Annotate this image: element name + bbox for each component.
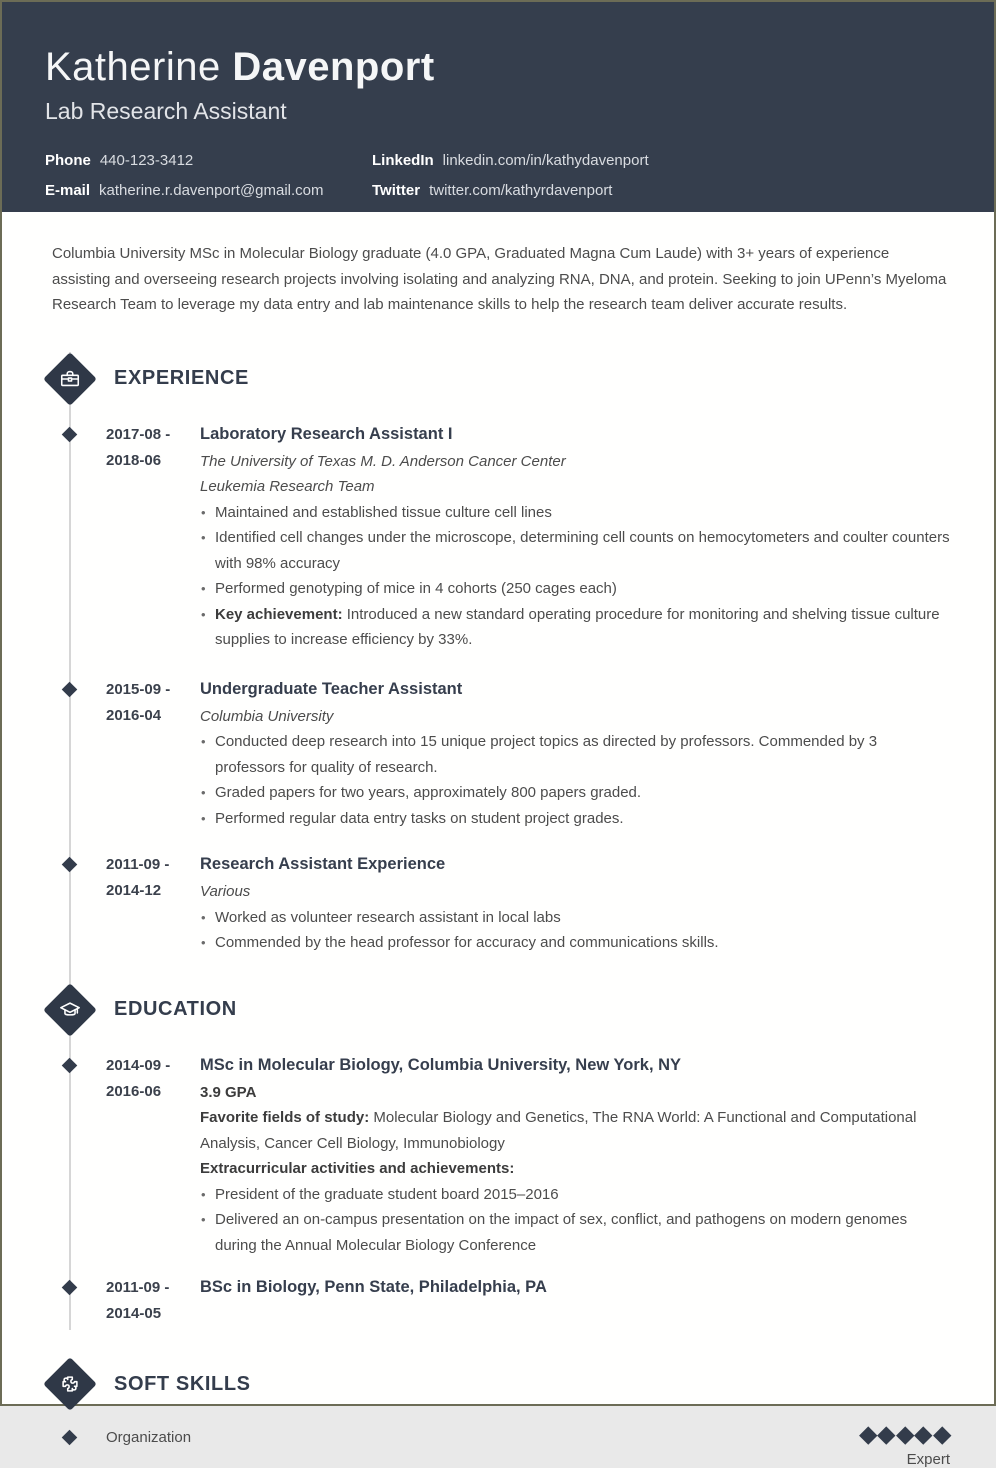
resume-header bbox=[2, 2, 994, 212]
job-position-title: Undergraduate Teacher Assistant bbox=[200, 679, 463, 698]
experience-section bbox=[2, 352, 994, 956]
experience-entry bbox=[106, 677, 950, 832]
job-position-title: Laboratory Research Assistant I bbox=[200, 424, 453, 443]
contact-email bbox=[45, 182, 372, 199]
date-end: 2014-12 bbox=[106, 882, 162, 899]
skill-name: Organization bbox=[106, 1429, 192, 1446]
experience-heading: EXPERIENCE bbox=[114, 367, 249, 389]
candidate-name bbox=[45, 45, 948, 89]
summary-text: Columbia University MSc in Molecular Biology graduate (4.0 GPA, Graduated Magna Cum Laude) with 3+ years of experience assisting and overseeing research projects involving isolating and analyzing RNA, DNA, and protein. Seeking to join UPenn’s Myeloma Research Team to leverage my data entry and lab maintenance skills to help the research team deliver accurate results. bbox=[52, 245, 947, 313]
timeline-diamond-marker bbox=[62, 1057, 78, 1073]
entry-content bbox=[200, 852, 950, 956]
job-bullet: • Maintained and established tissue culture cell lines bbox=[200, 500, 950, 526]
contact-email-value: katherine.r.davenport@gmail.com bbox=[99, 182, 324, 199]
soft-skills-section-header bbox=[47, 1357, 994, 1411]
date-end: 2014-05 bbox=[106, 1305, 162, 1322]
entry-dates bbox=[106, 1053, 200, 1259]
soft-skills-section bbox=[2, 1357, 994, 1468]
timeline-line bbox=[69, 352, 71, 1330]
job-bullet: • Graded papers for two years, approximately 800 papers graded. bbox=[200, 780, 950, 806]
entry-content bbox=[200, 422, 950, 653]
graduation-cap-icon bbox=[43, 983, 97, 1037]
experience-section-header bbox=[47, 352, 994, 406]
education-section-header bbox=[47, 983, 994, 1037]
job-bullet: • Performed regular data entry tasks on student project grades. bbox=[200, 806, 950, 832]
puzzle-piece-icon bbox=[43, 1357, 97, 1411]
rating-diamond bbox=[877, 1426, 895, 1444]
job-bullet-list bbox=[200, 905, 950, 956]
experience-entry bbox=[106, 422, 950, 653]
rating-diamond bbox=[896, 1426, 914, 1444]
contact-twitter bbox=[372, 182, 948, 199]
briefcase-icon bbox=[43, 352, 97, 406]
timeline-diamond-marker bbox=[62, 857, 78, 873]
timeline-diamond-marker bbox=[62, 681, 78, 697]
date-start: 2014-09 - bbox=[106, 1056, 171, 1074]
job-bullet: • Performed genotyping of mice in 4 cohorts (250 cages each) bbox=[200, 576, 950, 602]
date-end: 2016-04 bbox=[106, 706, 162, 724]
contact-linkedin-value: linkedin.com/in/kathydavenport bbox=[442, 152, 649, 169]
job-bullet: • Commended by the head professor for accuracy and communications skills. bbox=[200, 930, 950, 956]
soft-skills-heading: SOFT SKILLS bbox=[114, 1372, 251, 1395]
favorite-fields-text: Molecular Biology and Genetics, The RNA World: A Functional and Computational Analysis, Cancer Cell Biology, Immunobiology bbox=[200, 1109, 917, 1152]
contact-phone-value: 440-123-3412 bbox=[99, 152, 194, 169]
experience-entry bbox=[106, 852, 950, 956]
degree-title: MSc in Molecular Biology, Columbia University, New York, NY bbox=[200, 1055, 682, 1074]
rating-diamond bbox=[914, 1426, 932, 1444]
job-title: Lab Research Assistant bbox=[45, 98, 287, 124]
key-achievement-label: Key achievement: bbox=[215, 605, 343, 623]
timeline-diamond-marker bbox=[62, 1280, 78, 1296]
date-start: 2017-08 - bbox=[106, 425, 171, 443]
job-position-title: Research Assistant Experience bbox=[200, 855, 446, 873]
team-name: Leukemia Research Team bbox=[200, 478, 375, 495]
contact-linkedin bbox=[372, 152, 948, 169]
education-section bbox=[2, 983, 994, 1328]
contact-phone-label: Phone bbox=[45, 152, 91, 169]
education-bullet: • President of the graduate student board 2015–2016 bbox=[200, 1182, 950, 1208]
skill-row bbox=[106, 1425, 950, 1468]
skill-rating-diamonds bbox=[862, 1429, 949, 1442]
date-start: 2011-09 - bbox=[106, 1279, 170, 1296]
job-bullet: • Conducted deep research into 15 unique project topics as directed by professors. Commended by 3 professors for quality of research. bbox=[200, 729, 950, 780]
rating-diamond bbox=[859, 1426, 877, 1444]
contact-linkedin-label: LinkedIn bbox=[372, 152, 434, 169]
job-bullet-list bbox=[200, 500, 950, 653]
entry-content bbox=[200, 1053, 950, 1259]
last-name: Davenport bbox=[232, 45, 435, 89]
entry-content bbox=[200, 677, 950, 832]
job-bullet: • Worked as volunteer research assistant in local labs bbox=[200, 905, 950, 931]
date-end: 2018-06 bbox=[106, 451, 162, 469]
job-bullet: • Identified cell changes under the microscope, determining cell counts on hemocytometers and coulter counters with 98% accuracy bbox=[200, 525, 950, 576]
skill-level-label: Expert bbox=[906, 1450, 950, 1468]
entry-dates bbox=[106, 677, 200, 832]
entry-dates bbox=[106, 852, 200, 956]
timeline-diamond-marker bbox=[62, 426, 78, 442]
timeline-diamond-marker bbox=[62, 1430, 78, 1446]
extracurricular-line bbox=[200, 1156, 950, 1182]
employer-name: The University of Texas M. D. Anderson Cancer Center bbox=[200, 452, 566, 470]
entry-dates bbox=[106, 1275, 200, 1327]
degree-title: BSc in Biology, Penn State, Philadelphia, PA bbox=[200, 1278, 547, 1296]
job-bullet-list bbox=[200, 729, 950, 831]
date-start: 2015-09 - bbox=[106, 680, 171, 698]
skill-rating bbox=[862, 1425, 951, 1468]
education-entry bbox=[106, 1053, 950, 1259]
gpa-value: 3.9 GPA bbox=[200, 1083, 257, 1101]
rating-diamond bbox=[933, 1426, 951, 1444]
contact-twitter-label: Twitter bbox=[372, 182, 421, 199]
contact-phone bbox=[45, 152, 372, 169]
employer-name: Various bbox=[200, 883, 251, 900]
entry-dates bbox=[106, 422, 200, 653]
favorite-fields-line bbox=[200, 1105, 950, 1156]
extracurricular-label: Extracurricular activities and achievements: bbox=[200, 1160, 515, 1177]
key-achievement-text: Introduced a new standard operating procedure for monitoring and shelving tissue culture supplies to increase efficiency by 33%. bbox=[215, 605, 940, 648]
contact-email-label: E-mail bbox=[45, 182, 91, 199]
education-bullet-list bbox=[200, 1182, 950, 1259]
favorite-fields-label: Favorite fields of study: bbox=[200, 1109, 370, 1126]
job-bullet-key-achievement bbox=[200, 602, 950, 653]
date-start: 2011-09 - bbox=[106, 856, 170, 873]
date-end: 2016-06 bbox=[106, 1082, 162, 1100]
education-bullet: • Delivered an on-campus presentation on the impact of sex, conflict, and pathogens on modern genomes during the Annual Molecular Biology Conference bbox=[200, 1207, 950, 1258]
entry-content bbox=[200, 1275, 950, 1327]
contact-grid bbox=[45, 152, 948, 199]
first-name: Katherine bbox=[45, 45, 221, 89]
education-heading: EDUCATION bbox=[114, 998, 237, 1020]
employer-name: Columbia University bbox=[200, 707, 334, 725]
education-entry bbox=[106, 1275, 950, 1327]
contact-twitter-value: twitter.com/kathyrdavenport bbox=[429, 182, 613, 199]
